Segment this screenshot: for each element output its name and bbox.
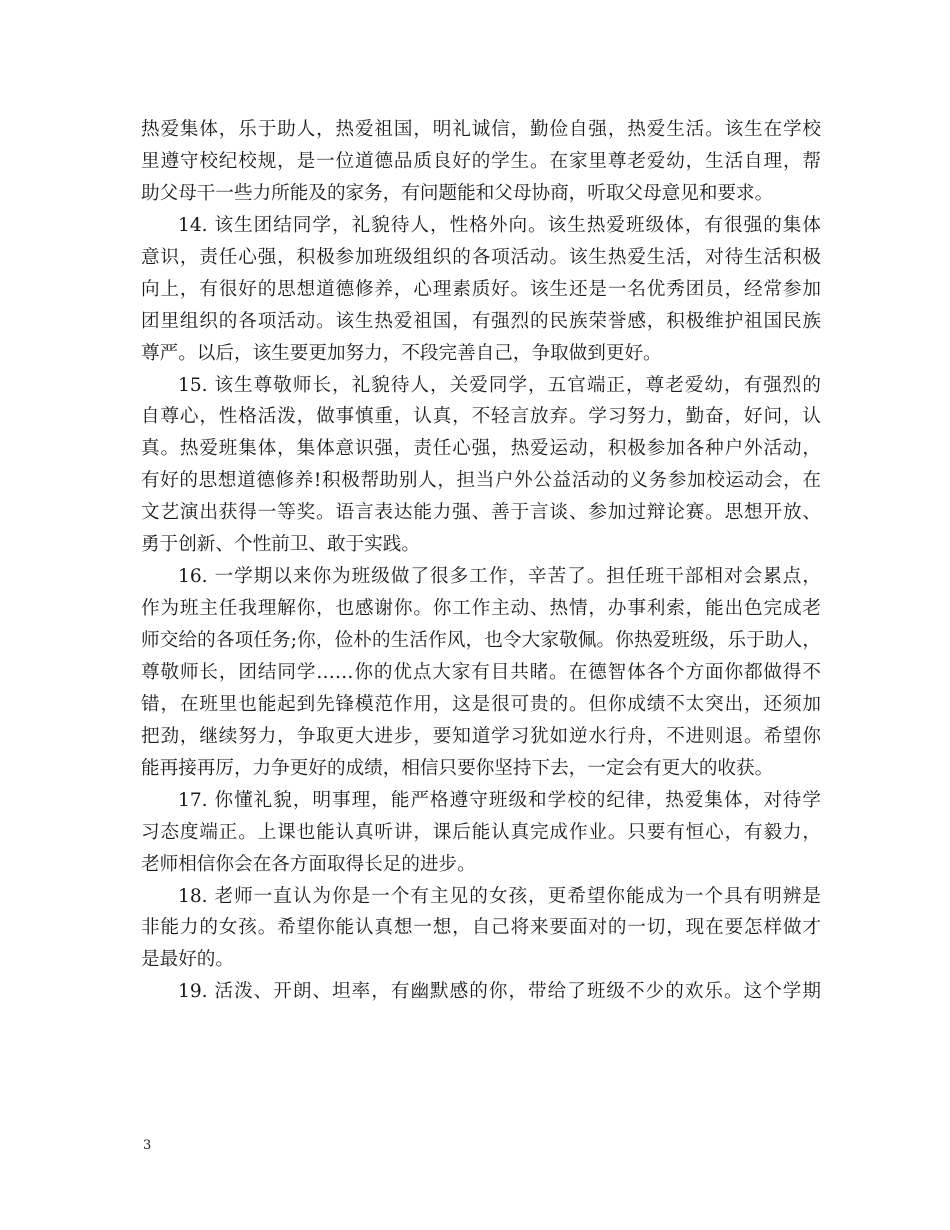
text-line: 团里组织的各项活动。该生热爱祖国，有强烈的民族荣誉感，积极维护祖国民族 (141, 310, 821, 332)
paragraph-17-first-line: 17. 你懂礼貌，明事理，能严格遵守班级和学校的纪律，热爱集体，对待学 (178, 789, 821, 811)
text-line: 勇于创新、个性前卫、敢于实践。 (141, 534, 420, 556)
page-number: 3 (143, 1138, 152, 1153)
paragraph-15-first-line: 15. 该生尊敬师长，礼貌待人，关爱同学，五官端正，尊老爱幼，有强烈的 (178, 374, 821, 396)
text-line: 里遵守校纪校规，是一位道德品质良好的学生。在家里尊老爱幼，生活自理，帮 (141, 150, 821, 172)
text-line: 把劲，继续努力，争取更大进步，要知道学习犹如逆水行舟，不进则退。希望你 (141, 725, 821, 747)
text-line: 能再接再厉，力争更好的成绩，相信只要你坚持下去，一定会有更大的收获。 (141, 757, 774, 779)
paragraph-19-first-line: 19. 活泼、开朗、坦率，有幽默感的你，带给了班级不少的欢乐。这个学期 (178, 981, 821, 1003)
paragraph-18-first-line: 18. 老师一直认为你是一个有主见的女孩，更希望你能成为一个具有明辨是 (178, 885, 821, 907)
document-body (141, 114, 821, 1008)
text-line: 老师相信你会在各方面取得长足的进步。 (141, 853, 476, 875)
text-line: 助父母干一些力所能及的家务，有问题能和父母协商，听取父母意见和要求。 (141, 182, 774, 204)
text-line: 热爱集体，乐于助人，热爱祖国，明礼诚信，勤俭自强，热爱生活。该生在学校 (141, 119, 821, 140)
text-line: 文艺演出获得一等奖。语言表达能力强、善于言谈、参加过辩论赛。思想开放、 (141, 502, 821, 524)
text-line: 真。热爱班集体，集体意识强，责任心强，热爱运动，积极参加各种户外活动， (141, 438, 821, 460)
text-line: 自尊心，性格活泼，做事慎重，认真，不轻言放弃。学习努力，勤奋，好问，认 (141, 406, 821, 428)
text-line: 尊严。以后，该生要更加努力，不段完善自己，争取做到更好。 (141, 342, 662, 364)
text-line: 意识，责任心强，积极参加班级组织的各项活动。该生热爱生活，对待生活积极 (141, 246, 821, 268)
text-line: 尊敬师长，团结同学……你的优点大家有目共睹。在德智体各个方面你都做得不 (141, 661, 821, 683)
text-line: 向上，有很好的思想道德修养，心理素质好。该生还是一名优秀团员，经常参加 (141, 278, 821, 300)
paragraph-14-first-line: 14. 该生团结同学，礼貌待人，性格外向。该生热爱班级体，有很强的集体 (178, 214, 821, 236)
text-line: 师交给的各项任务;你，俭朴的生活作风，也令大家敬佩。你热爱班级，乐于助人， (141, 630, 821, 651)
text-line: 非能力的女孩。希望你能认真想一想，自己将来要面对的一切，现在要怎样做才 (141, 917, 821, 939)
text-line: 错，在班里也能起到先锋模范作用，这是很可贵的。但你成绩不太突出，还须加 (141, 693, 821, 715)
paragraph-16-first-line: 16. 一学期以来你为班级做了很多工作，辛苦了。担任班干部相对会累点， (178, 566, 821, 588)
text-line: 作为班主任我理解你，也感谢你。你工作主动、热情，办事利索，能出色完成老 (141, 598, 821, 620)
text-line: 是最好的。 (141, 949, 234, 971)
text-line: 有好的思想道德修养!积极帮助别人，担当户外公益活动的义务参加校运动会，在 (141, 470, 821, 492)
text-line: 习态度端正。上课也能认真听讲，课后能认真完成作业。只要有恒心，有毅力， (141, 821, 821, 843)
